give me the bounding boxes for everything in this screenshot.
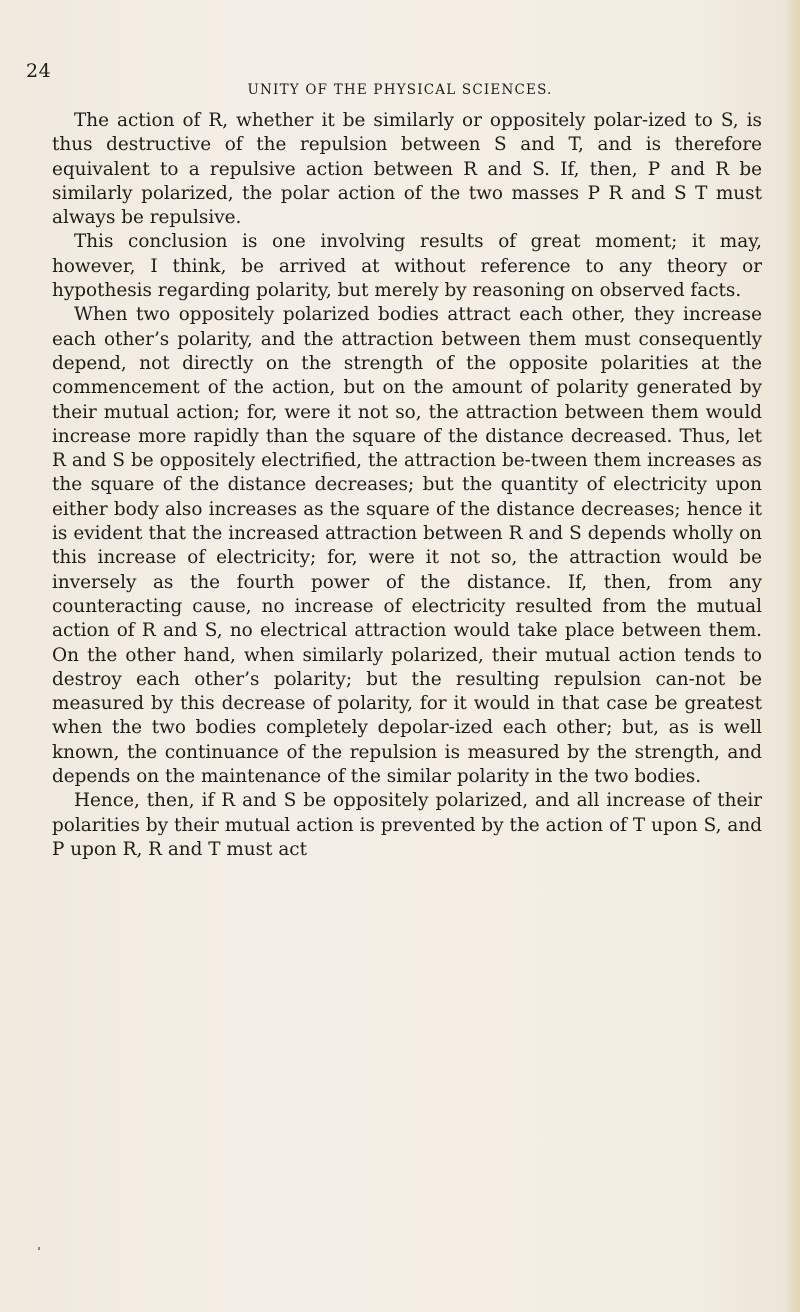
paragraph: The action of R, whether it be similarly or oppositely polar-ized to S, is thus destructive of the repulsion between S and T, and is therefore equivalent to a repulsive action between R and S. If, then, P and R be similarly polarized, the polar action of the two masses P R and S T must always be repulsive. xyxy=(52,110,762,229)
page-number: 24 xyxy=(26,60,52,82)
paragraph: This conclusion is one involving results of great moment; it may, however, I think, be arrived at without reference to any theory or hypothesis regarding polarity, but merely by reasoning on observed facts. xyxy=(52,231,762,302)
scan-speck xyxy=(38,1247,40,1250)
paragraph: When two oppositely polarized bodies attract each other, they increase each other’s polarity, and the attraction between them must consequently depend, not directly on the strength of the opposite polarities at the commencement of the action, but on the amount of polarity generated by their mutual action; for, were it not so, the attraction between them would increase more rapidly than the square of the distance decreased. Thus, let R and S be oppositely electrified, the attraction be-tween them increases as the square of the distance decreases; but the quantity of electricity upon either body also increases as the square of the distance decreases; hence it is evident that the increased attraction between R and S depends wholly on this increase of electricity; for, were it not so, the attraction would be inversely as the fourth power of the distance. If, then, from any counteracting cause, no increase of electricity resulted from the mutual action of R and S, no electrical attraction would take place between them. On the other hand, when similarly polarized, their mutual action tends to destroy each other’s polarity; but the resulting repulsion can-not be measured by this decrease of polarity, for it would in that case be greatest when the two bodies completely depolar-ized each other; but, as is well known, the continuance of the repulsion is measured by the strength, and depends on the maintenance of the similar polarity in the two bodies. xyxy=(52,304,762,788)
page-edge xyxy=(786,0,800,1312)
running-head: UNITY OF THE PHYSICAL SCIENCES. xyxy=(247,82,553,98)
paragraph: Hence, then, if R and S be oppositely polarized, and all increase of their polarities by their mutual action is prevented by the action of T upon S, and P upon R, R and T must act xyxy=(52,790,762,860)
body-text xyxy=(52,109,762,862)
